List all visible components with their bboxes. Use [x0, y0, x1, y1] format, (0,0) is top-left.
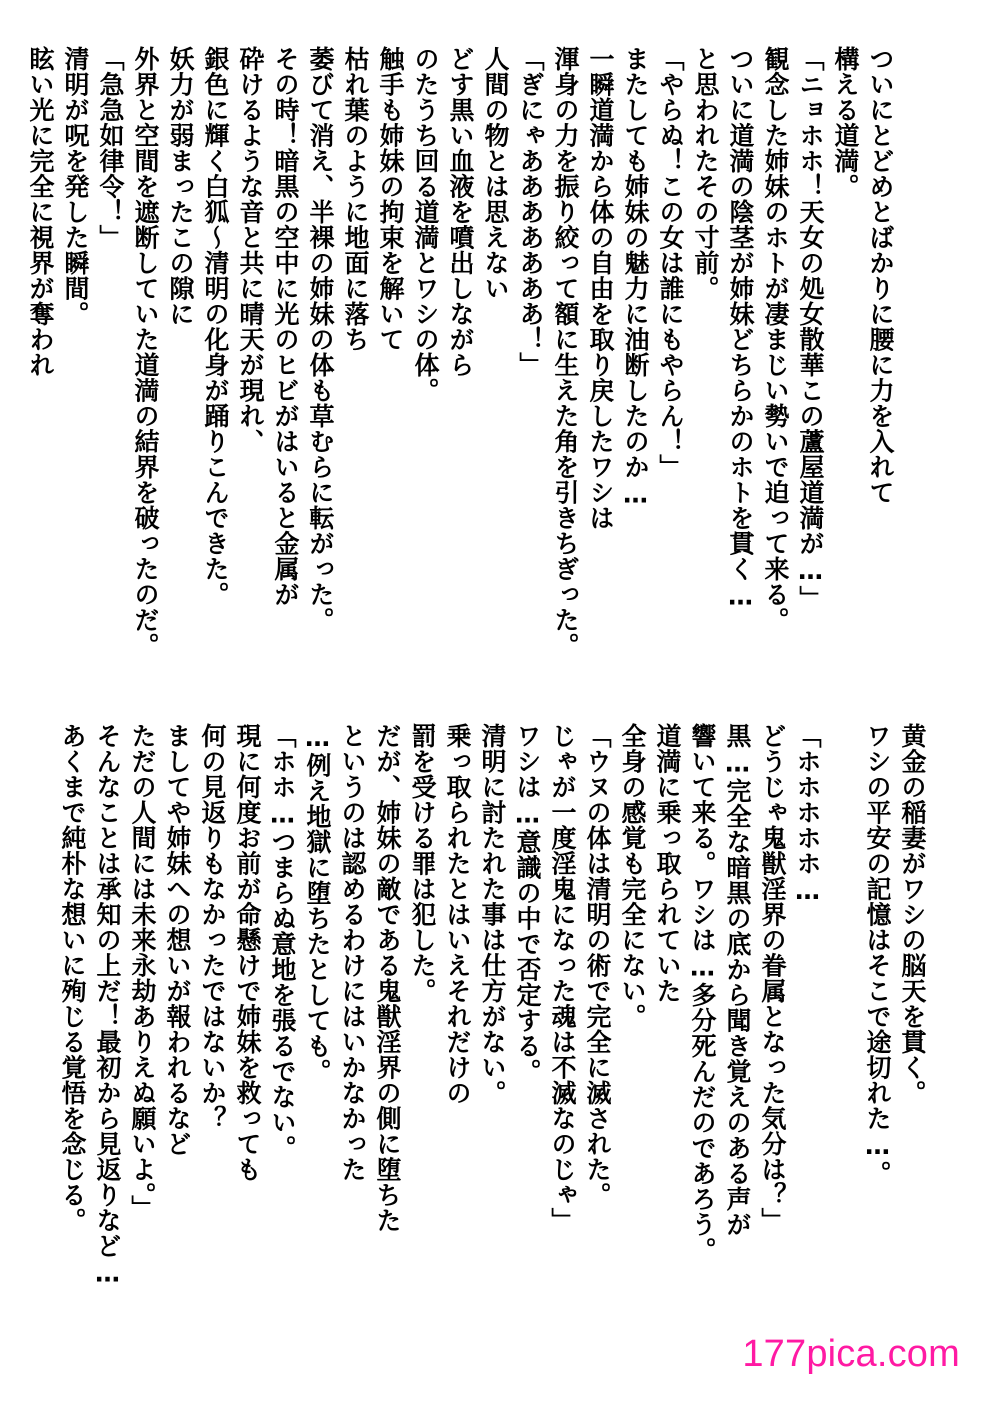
text-line: そんなことは承知の上だ！最初から見返りなど… — [93, 723, 122, 1288]
text-line: 「ホホホホホ… — [793, 723, 822, 906]
text-line: 妖力が弱まったこの隙に — [166, 46, 195, 327]
top-text-block — [23, 46, 898, 696]
text-line: 銀色に輝く白狐～清明の化身が踊りこんできた。 — [201, 46, 230, 607]
text-line: 観念した姉妹のホトが凄まじい勢いで迫って来る。 — [761, 46, 790, 633]
text-line: 構える道満。 — [831, 46, 860, 199]
text-line: ただの人間には未来永劫ありえぬ願いよ。」 — [128, 723, 157, 1221]
text-line: ワシの平安の記憶はそこで途切れた…。 — [863, 723, 892, 1186]
text-line: 黒…完全な暗黒の底から聞き覚えのある声が — [723, 723, 752, 1237]
text-line: 「ホホ…つまらぬ意地を張るでない。 — [268, 723, 297, 1161]
text-line: 「ぎにゃあああああああ！」 — [516, 46, 545, 378]
text-line: 現に何度お前が命懸けで姉妹を救っても — [233, 723, 262, 1182]
text-line: またしても姉妹の魅力に油断したのか… — [621, 46, 650, 509]
text-line: 罰を受ける罪は犯した。 — [408, 723, 437, 1004]
text-line: 人間の物とは思えない — [481, 46, 510, 301]
text-line: ワシは…意識の中で否定する。 — [513, 723, 542, 1084]
text-line: 道満に乗っ取られていた — [653, 723, 682, 1004]
text-line: 枯れ葉のように地面に落ち — [341, 46, 370, 352]
text-line: 触手も姉妹の拘束を解いて — [376, 46, 405, 352]
text-line: と思われたその寸前。 — [691, 46, 720, 301]
text-line: あくまで純朴な想いに殉じる覚悟を念じる。 — [58, 723, 87, 1233]
text-line: 全身の感覚も完全にない。 — [618, 723, 647, 1029]
text-line: のたうち回る道満とワシの体。 — [411, 46, 440, 403]
text-line: 砕けるような音と共に晴天が現れ、 — [236, 46, 265, 454]
text-line: 外界と空間を遮断していた道満の結界を破ったのだ。 — [131, 46, 160, 658]
text-line: どうじゃ鬼獣淫界の眷属となった気分は？」 — [758, 723, 787, 1233]
text-line: 渾身の力を振り絞って額に生えた角を引きちぎった。 — [551, 46, 580, 658]
bottom-text-block — [55, 723, 930, 1343]
text-line: 黄金の稲妻がワシの脳天を貫く。 — [898, 723, 927, 1106]
text-line: その時！暗黒の空中に光のヒビがはいると金属が — [271, 46, 300, 607]
text-line: 何の見返りもなかったではないか？ — [198, 723, 227, 1131]
text-line: だが、姉妹の敵である鬼獣淫界の側に堕ちた — [373, 723, 402, 1233]
text-line: 「ウヌの体は清明の術で完全に滅された。 — [583, 723, 612, 1208]
text-line — [825, 723, 860, 1343]
text-line: 響いて来る。ワシは…多分死んだのであろう。 — [688, 723, 717, 1263]
text-line: 眩い光に完全に視界が奪われ — [26, 46, 55, 378]
text-line: 一瞬道満から体の自由を取り戻したワシは — [586, 46, 615, 531]
text-line: …例え地獄に堕ちたとしても。 — [303, 723, 332, 1084]
text-line: 萎びて消え、半裸の姉妹の体も草むらに転がった。 — [306, 46, 335, 633]
text-line: ついに道満の陰茎が姉妹どちらかのホトを貫く… — [726, 46, 755, 611]
text-line: 「ニョホホ！天女の処女散華この蘆屋道満が…」 — [796, 46, 825, 611]
text-line: 清明が呪を発した瞬間。 — [61, 46, 90, 327]
text-line: どす黒い血液を噴出しながら — [446, 46, 475, 378]
site-watermark: 177pica.com — [742, 1333, 960, 1375]
text-line: 乗っ取られたとはいえそれだけの — [443, 723, 472, 1106]
text-line: 「やらぬ！この女は誰にもやらん！」 — [656, 46, 685, 480]
text-line: ついにとどめとばかりに腰に力を入れて — [866, 46, 895, 505]
text-line: じゃが一度淫鬼になった魂は不滅なのじゃ」 — [548, 723, 577, 1233]
text-line: 清明に討たれた事は仕方がない。 — [478, 723, 507, 1106]
text-line: というのは認めるわけにはいかなかった — [338, 723, 367, 1182]
text-line: ましてや姉妹への想いが報われるなど — [163, 723, 192, 1157]
text-line: 「急急如律令！」 — [96, 46, 125, 250]
